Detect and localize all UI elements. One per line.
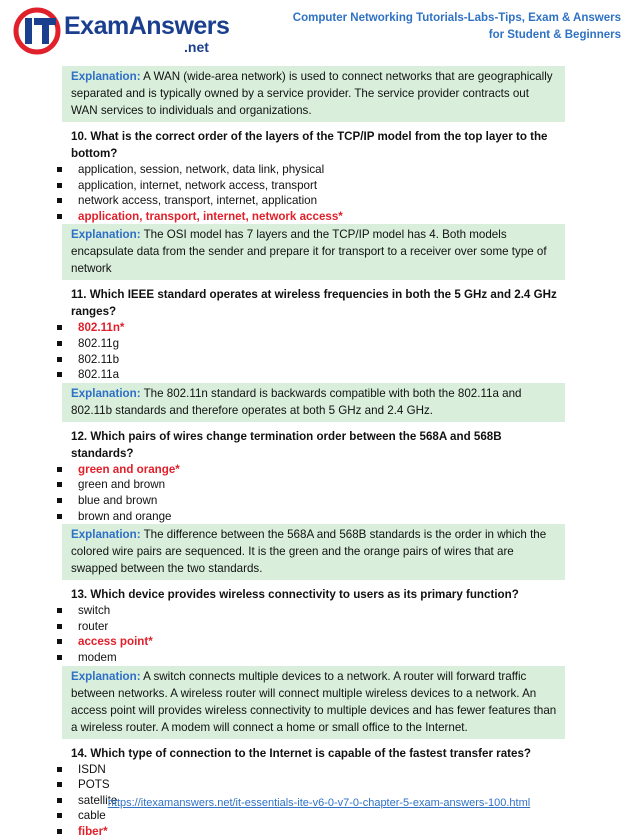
explanation-label: Explanation: (71, 70, 141, 83)
explanation-label: Explanation: (71, 528, 141, 541)
question-text: 12. Which pairs of wires change termination order between the 568A and 568B standards? (62, 426, 565, 462)
explanation-label: Explanation: (71, 670, 141, 683)
option-list (62, 320, 565, 382)
page-content (62, 66, 565, 839)
page-header (0, 0, 638, 64)
option-list (62, 162, 565, 224)
logo-it-icon (12, 6, 70, 56)
question-block-13 (62, 584, 565, 738)
explanation-box (62, 666, 565, 739)
correct-option-item: 802.11n* (62, 320, 565, 336)
explanation-box (62, 224, 565, 280)
option-item: POTS (62, 777, 565, 793)
option-item: ISDN (62, 762, 565, 778)
option-item: router (62, 619, 565, 635)
tagline-line-1: Computer Networking Tutorials-Labs-Tips, Exam & Answers (291, 10, 621, 27)
correct-option-item: fiber* (62, 824, 565, 839)
question-block-14 (62, 743, 565, 839)
correct-option-item: application, transport, internet, network access* (62, 209, 565, 225)
question-text: 14. Which type of connection to the Internet is capable of the fastest transfer rates? (62, 743, 565, 762)
explanation-text: A WAN (wide-area network) is used to connect networks that are geographically separated and is typically owned by a service provider. The service provider contracts out WAN services to individuals and organizations. (71, 70, 553, 117)
explanation-text: The OSI model has 7 layers and the TCP/IP model has 4. Both models encapsulate data from the sender and prepare it for transport to a receiver over some type of network (71, 228, 547, 275)
explanation-text: The 802.11n standard is backwards compatible with both the 802.11a and 802.11b standards and therefore operates at both 5 GHz and 2.4 GHz. (71, 387, 522, 417)
option-item: modem (62, 650, 565, 666)
option-item: brown and orange (62, 509, 565, 525)
option-item: network access, transport, internet, application (62, 193, 565, 209)
option-item: satellite (62, 793, 565, 809)
option-item: cable (62, 808, 565, 824)
explanation-box-9 (62, 66, 565, 122)
logo-suffix-text: .net (184, 39, 209, 55)
tagline-line-2: for Student & Beginners (291, 27, 621, 44)
explanation-label: Explanation: (71, 228, 141, 241)
correct-option-item: green and orange* (62, 462, 565, 478)
option-item: application, internet, network access, transport (62, 178, 565, 194)
question-block-11 (62, 284, 565, 421)
explanation-text: A switch connects multiple devices to a network. A router will forward traffic between networks. A wireless router will connect multiple wireless devices to a network. An access point will provides wireless connectivity to multiple devices and has fewer features than a wireless router. A modem will connect a home or small office to the Internet. (71, 670, 556, 734)
question-text: 13. Which device provides wireless connectivity to users as its primary function? (62, 584, 565, 603)
site-logo[interactable] (12, 6, 227, 58)
footer-url-link[interactable]: https://itexamanswers.net/it-essentials-ite-v6-0-v7-0-chapter-5-exam-answers-100.html (0, 797, 638, 809)
site-tagline (291, 10, 621, 44)
option-item: 802.11a (62, 367, 565, 383)
option-list (62, 603, 565, 665)
option-item: 802.11b (62, 352, 565, 368)
explanation-text: The difference between the 568A and 568B standards is the order in which the colored wire pairs are sequenced. It is the green and the orange pairs of wires that are swapped between the two standards. (71, 528, 546, 575)
option-item: blue and brown (62, 493, 565, 509)
explanation-box (62, 524, 565, 580)
explanation-box (62, 383, 565, 422)
explanation-label: Explanation: (71, 387, 141, 400)
question-block-12 (62, 426, 565, 580)
correct-option-item: access point* (62, 634, 565, 650)
option-item: switch (62, 603, 565, 619)
option-item: application, session, network, data link, physical (62, 162, 565, 178)
question-block-10 (62, 126, 565, 280)
logo-brand-text: ExamAnswers (64, 12, 229, 41)
question-text: 11. Which IEEE standard operates at wireless frequencies in both the 5 GHz and 2.4 GHz ranges? (62, 284, 565, 320)
option-list (62, 462, 565, 524)
option-item: 802.11g (62, 336, 565, 352)
question-text: 10. What is the correct order of the layers of the TCP/IP model from the top layer to the bottom? (62, 126, 565, 162)
option-item: green and brown (62, 477, 565, 493)
